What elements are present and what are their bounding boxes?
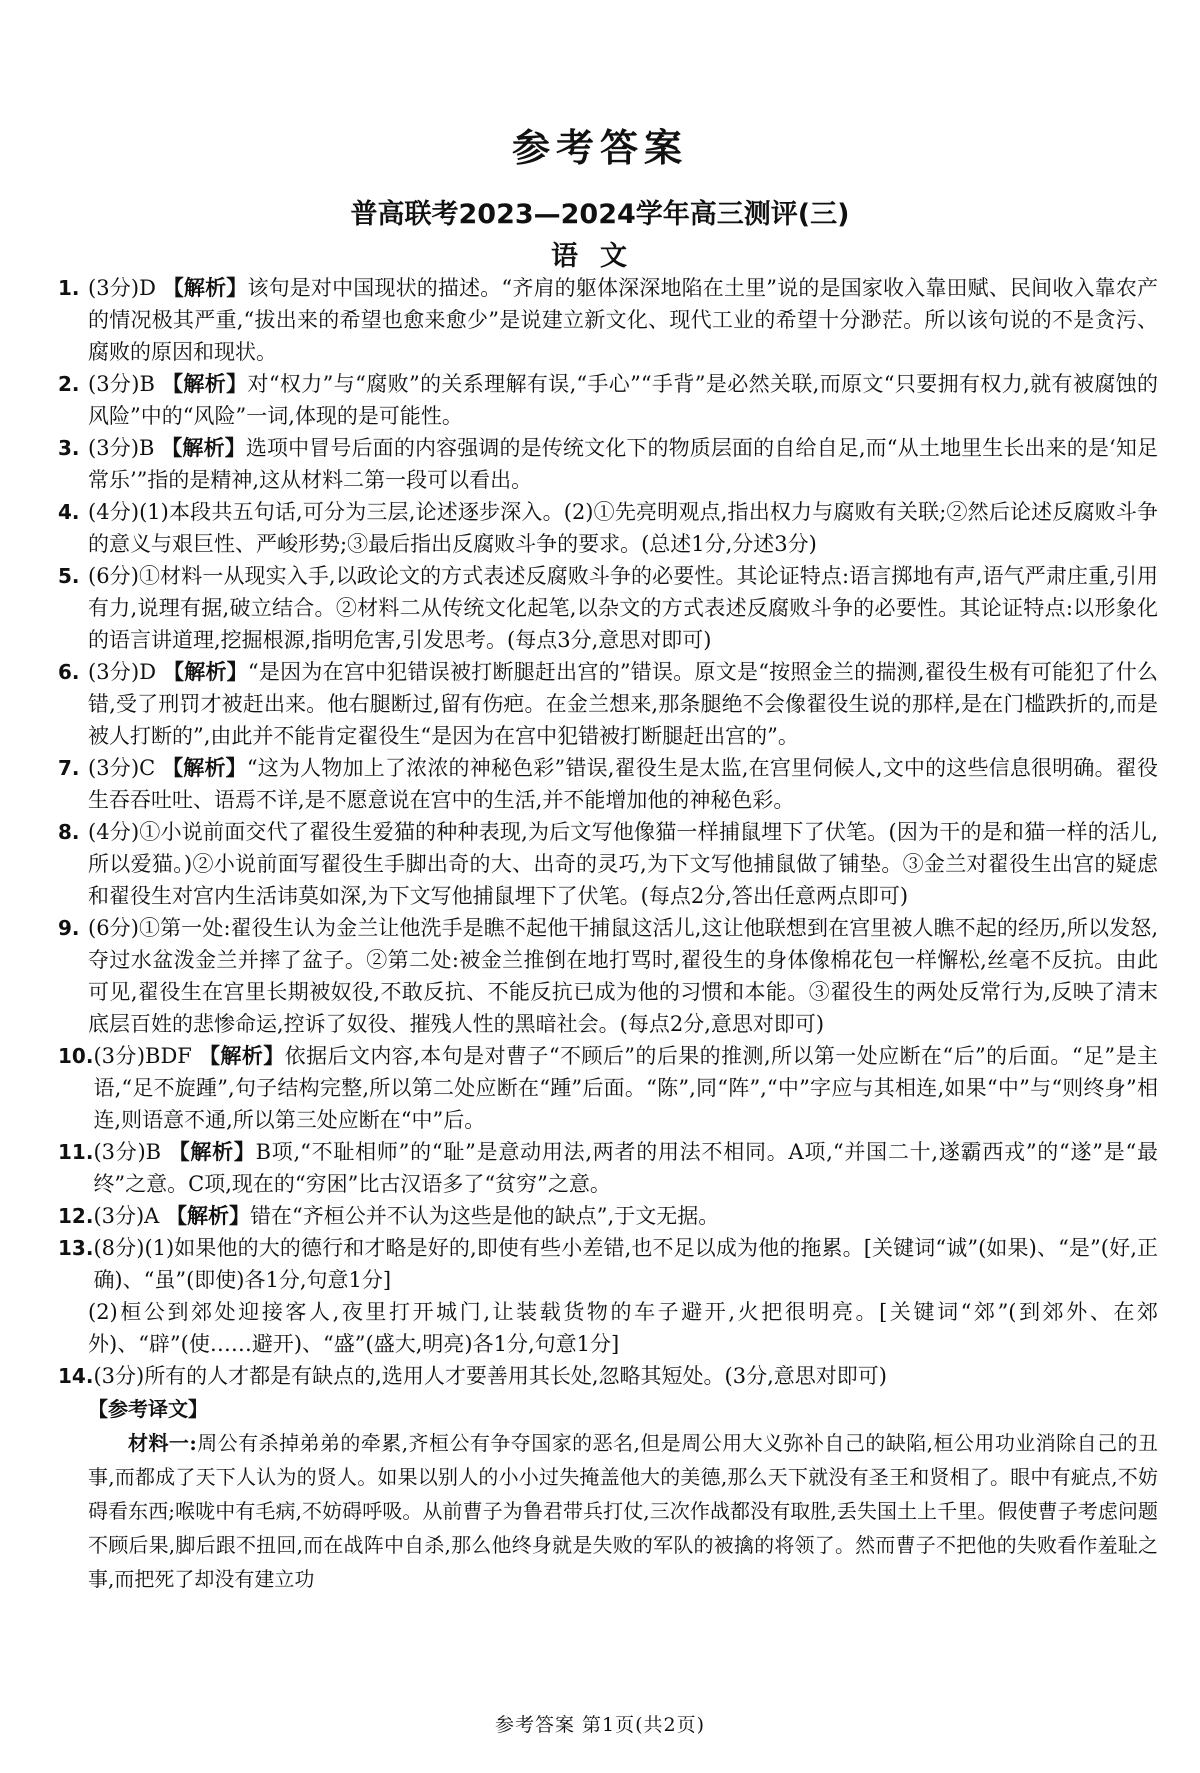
answer-body: 所有的人才都是有缺点的,选用人才要善用其长处,忽略其短处。(3分,意思对即可): [144, 1364, 887, 1388]
answer-score: (4分): [88, 500, 140, 524]
answer-number: 3.: [58, 436, 80, 460]
answer-text: [88, 496, 1158, 560]
answer-body: “这为人物加上了浓浓的神秘色彩”错误,翟役生是太监,在宫里伺候人,文中的这些信息很明确。翟役生吞吞吐吐、语焉不详,是不愿意说在宫中的生活,并不能增加他的神秘色彩。: [88, 756, 1158, 812]
answer-text: [88, 816, 1158, 912]
answer-text: [88, 752, 1158, 816]
answer-item: [58, 912, 1158, 1040]
answer-body: ①小说前面交代了翟役生爱猫的种种表现,为后文写他像猫一样捕鼠埋下了伏笔。(因为干的是和猫一样的活儿,所以爱猫。)②小说前面写翟役生手脚出奇的大、出奇的灵巧,为下文写他捕鼠做了铺垫。③金兰对翟役生出宫的疑虑和翟役生对宫内生活讳莫如深,为下文写他捕鼠埋下了伏笔。(每点2分,答出任意两点即可): [88, 820, 1159, 908]
answer-number: 8.: [58, 820, 80, 844]
answer-number: 12.: [58, 1204, 94, 1228]
answer-text: [93, 1360, 1158, 1392]
answer-number: 4.: [58, 500, 80, 524]
answer-score: (3分)B: [88, 372, 155, 396]
answer-item: [58, 560, 1158, 656]
answer-score: (3分)C: [88, 756, 156, 780]
analysis-tag: 【解析】: [166, 1204, 251, 1228]
answer-item: [58, 1200, 1158, 1232]
answer-score: (6分): [88, 564, 139, 588]
answer-body: 该句是对中国现状的描述。“齐肩的躯体深深地陷在土里”说的是国家收入靠田赋、民间收入靠农产的情况极其严重,“拔出来的希望也愈来愈少”是说建立新文化、现代工业的希望十分渺茫。所以该句说的不是贪污、腐败的原因和现状。: [88, 276, 1159, 364]
answer-text: [93, 1040, 1158, 1136]
answer-item: [58, 1360, 1158, 1392]
analysis-tag: 【解析】: [168, 1140, 256, 1164]
translation-body: [88, 1426, 1158, 1596]
exam-title: 普高联考2023—2024学年高三测评(三): [350, 199, 850, 230]
answer-number: 1.: [58, 276, 80, 300]
translation-text: 周公有杀掉弟弟的牵累,齐桓公有争夺国家的恶名,但是周公用大义弥补自己的缺陷,桓公用功业消除自己的丑事,而都成了天下人认为的贤人。如果以别人的小小过失掩盖他大的美德,那么天下就没有圣王和贤相了。眼中有疵点,不妨碍看东西;喉咙中有毛病,不妨碍呼吸。从前曹子为鲁君带兵打仗,三次作战都没有取胜,丢失国土上千里。假使曹子考虑问题不顾后果,脚后跟不扭回,而在战阵中自杀,那么他终身就是失败的军队的被擒的将领了。然而曹子不把他的失败看作羞耻之事,而把死了却没有建立功: [88, 1431, 1158, 1591]
answer-text: [88, 272, 1158, 368]
answer-number: 2.: [58, 372, 80, 396]
answer-body: 对“权力”与“腐败”的关系理解有误,“手心”“手背”是必然关联,而原文“只要拥有权力,就有被腐蚀的风险”中的“风险”一词,体现的是可能性。: [88, 372, 1158, 428]
answer-score: (8分): [93, 1236, 145, 1260]
answer-score: (3分)B: [88, 436, 155, 460]
answer-list: [58, 272, 1158, 1596]
answer-text: [88, 912, 1158, 1040]
translation-heading: 【参考译文】: [88, 1397, 208, 1421]
answer-body: 错在“齐桓公并不认为这些是他的缺点”,于文无据。: [250, 1204, 720, 1228]
answer-text: [93, 1200, 1158, 1232]
answer-item: [58, 272, 1158, 368]
answer-item: [58, 1232, 1158, 1296]
analysis-tag: 【解析】: [161, 372, 248, 396]
answer-item: [58, 816, 1158, 912]
answer-text: [88, 432, 1158, 496]
answer-body: ①第一处:翟役生认为金兰让他洗手是瞧不起他干捕鼠这活儿,这让他联想到在宫里被人瞧不起的经历,所以发怒,夺过水盆泼金兰并摔了盆子。②第二处:被金兰推倒在地打骂时,翟役生的身体像棉花包一样懈松,丝毫不反抗。由此可见,翟役生在宫里长期被奴役,不敢反抗、不能反抗已成为他的习惯和本能。③翟役生的两处反常行为,反映了清末底层百姓的悲惨命运,控诉了奴役、摧残人性的黑暗社会。(每点2分,意思对即可): [88, 916, 1158, 1036]
answer-body: ①材料一从现实入手,以政论文的方式表述反腐败斗争的必要性。其论证特点:语言掷地有声,语气严肃庄重,引用有力,说理有据,破立结合。②材料二从传统文化起笔,以杂文的方式表述反腐败斗争的必要性。其论证特点:以形象化的语言讲道理,挖掘根源,指明危害,引发思考。(每点3分,意思对即可): [88, 564, 1158, 652]
answer-score: (3分)B: [93, 1140, 162, 1164]
analysis-tag: 【解析】: [161, 436, 246, 460]
answer-items: [58, 272, 1158, 1296]
answer-item: [58, 752, 1158, 816]
analysis-tag: 【解析】: [162, 756, 247, 780]
answer-item: [58, 1136, 1158, 1200]
answer-score: (3分): [93, 1364, 145, 1388]
answer-text: [93, 1232, 1158, 1296]
answer-body: 依据后文内容,本句是对曹子“不顾后”的后果的推测,所以第一处应断在“后”的后面。“足”是主语,“足不旋踵”,句子结构完整,所以第二处应断在“踵”后面。“陈”,同“阵”,“中”字应与其相连,如果“中”与“则终身”相连,则语意不通,所以第三处应断在“中”后。: [93, 1044, 1158, 1132]
answer-score: (6分): [88, 916, 139, 940]
answer-score: (3分)D: [88, 276, 156, 300]
answer-score: (3分)D: [88, 660, 157, 684]
answer-number: 7.: [58, 756, 80, 780]
answer-body: (1)如果他的大的德行和才略是好的,即使有些小差错,也不足以成为他的拖累。[关键词“诚”(如果)、“是”(好,正确)、“虽”(即使)各1分,句意1分]: [93, 1236, 1159, 1292]
answer-text: [88, 560, 1158, 656]
answer-item: [58, 496, 1158, 560]
answer-number: 9.: [58, 916, 80, 940]
answer-body: 选项中冒号后面的内容强调的是传统文化下的物质层面的自给自足,而“从土地里生长出来的是‘知足常乐’”指的是精神,这从材料二第一段可以看出。: [88, 436, 1159, 492]
answer-text: [93, 1136, 1158, 1200]
material-label: 材料一:: [128, 1431, 197, 1455]
answer-item: [58, 656, 1158, 752]
answer-item: [58, 432, 1158, 496]
subject-title: 语文: [551, 241, 649, 272]
page-footer: 参考答案 第1页(共2页): [494, 1714, 706, 1736]
answer-13-part2: (2)桓公到郊处迎接客人,夜里打开城门,让装载货物的车子避开,火把很明亮。[关键词“郊”(到郊外、在郊外)、“辟”(使……避开)、“盛”(盛大,明亮)各1分,句意1分]: [88, 1300, 1158, 1356]
answer-number: 10.: [58, 1044, 94, 1068]
analysis-tag: 【解析】: [162, 276, 248, 300]
page-title: 参考答案: [511, 126, 688, 170]
answer-item: [58, 368, 1158, 432]
answer-score: (3分)A: [93, 1204, 160, 1228]
answer-score: (3分)BDF: [93, 1044, 192, 1068]
answer-body: (1)本段共五句话,可分为三层,论述逐步深入。(2)①先亮明观点,指出权力与腐败有关联;②然后论述反腐败斗争的意义与艰巨性、严峻形势;③最后指出反腐败斗争的要求。(总述1分,分述3分): [88, 500, 1159, 556]
answer-text: [88, 368, 1158, 432]
answer-number: 11.: [58, 1140, 94, 1164]
analysis-tag: 【解析】: [162, 660, 248, 684]
answer-number: 6.: [58, 660, 80, 684]
answer-body: B项,“不耻相师”的“耻”是意动用法,两者的用法不相同。A项,“并国二十,遂霸西戎”的“遂”是“最终”之意。C项,现在的“穷困”比古汉语多了“贫穷”之意。: [93, 1140, 1159, 1196]
analysis-tag: 【解析】: [198, 1044, 285, 1068]
answer-number: 14.: [58, 1364, 94, 1388]
answer-body: “是因为在宫中犯错误被打断腿赶出宫的”错误。原文是“按照金兰的揣测,翟役生极有可能犯了什么错,受了刑罚才被赶出来。他右腿断过,留有伤疤。在金兰想来,那条腿绝不会像翟役生说的那样,是在门槛跌折的,而是被人打断的”,由此并不能肯定翟役生“是因为在宫中犯错被打断腿赶出宫的”。: [88, 660, 1159, 748]
answer-number: 5.: [58, 564, 80, 588]
answer-text: [88, 656, 1158, 752]
answer-item: [58, 1040, 1158, 1136]
answer-score: (4分): [88, 820, 140, 844]
answer-number: 13.: [58, 1236, 94, 1260]
